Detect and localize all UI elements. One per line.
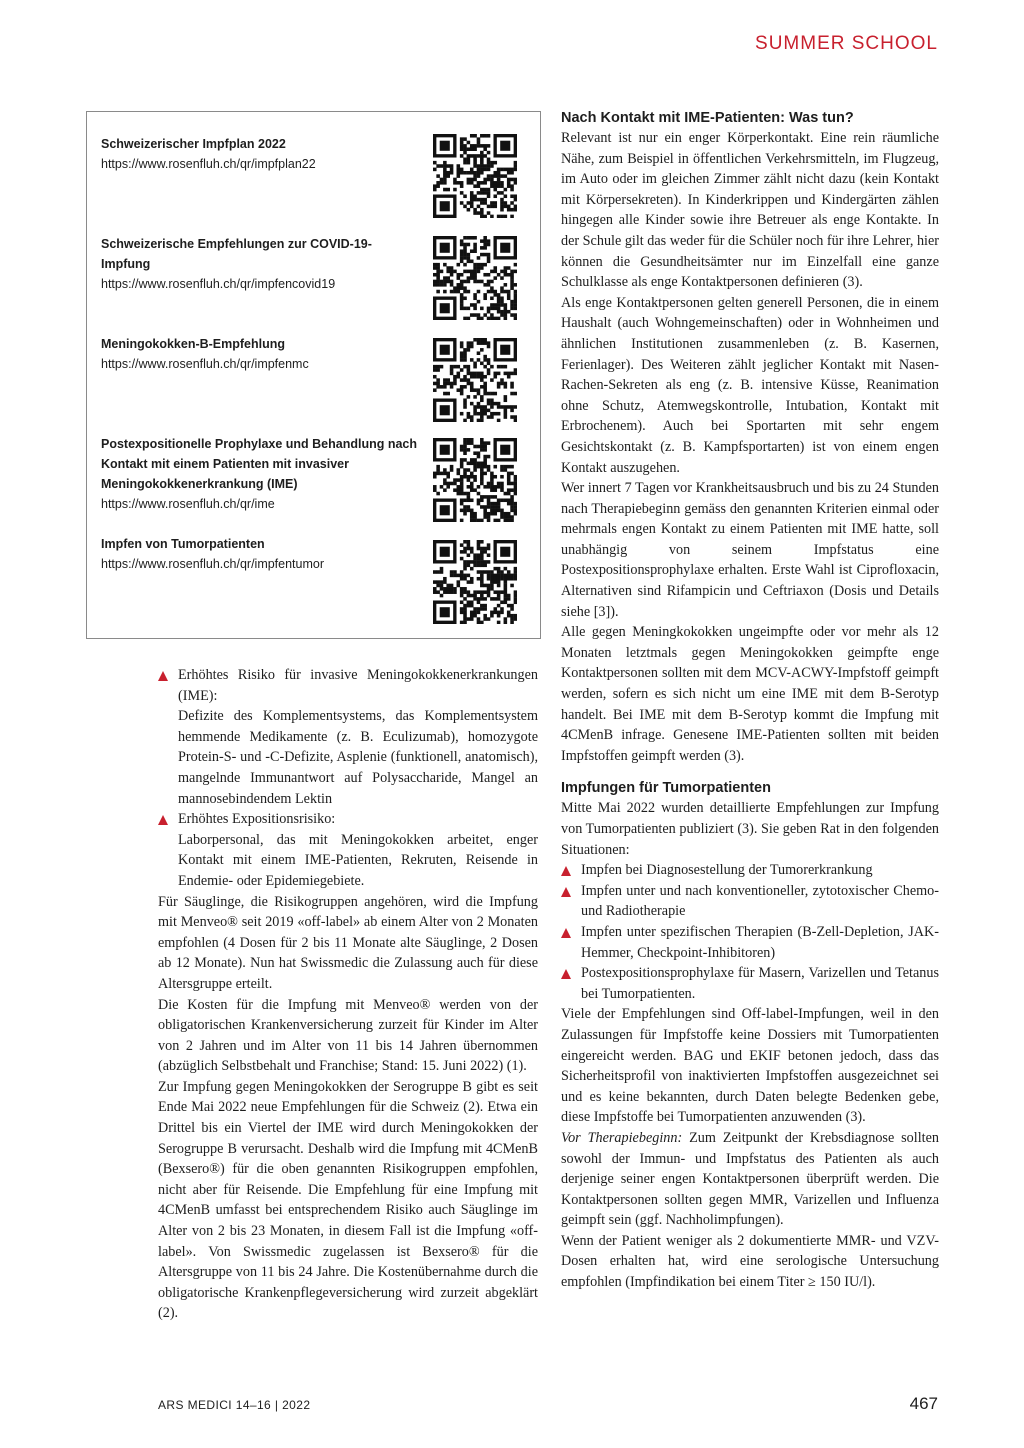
qr-entry-url[interactable]: https://www.rosenfluh.ch/qr/impfplan22 — [101, 157, 316, 171]
qr-entry-title: Impfen von Tumorpatienten — [101, 537, 265, 551]
left-column — [158, 665, 538, 1324]
paragraph: Zur Impfung gegen Meningokokken der Serogruppe B gibt es seit Ende Mai 2022 neue Empfehlungen für die Schweiz (2). Etwa ein Drittel bis ein Viertel der IME wird durch Meningokokken der Serogruppe B verursacht. Deshalb wird die Impfung mit 4CMenB (Bexsero®) für die oben genannten Risikogruppen empfohlen, nicht aber für Reisende. Die Empfehlung für eine Impfung mit 4CMenB umfasst bei entsprechendem Risiko auch Säuglinge im Alter von 2 bis 23 Monaten, in diesem Fall ist die Impfung «off-label». Von Swissmedic zugelassen ist Bexsero® für die Altersgruppe von 11 bis 24 Jahre. Die Kostenübernahme durch die obligatorische Krankenpflegeversicherung wird zurzeit abgeklärt (2). — [158, 1078, 538, 1322]
list-item: Impfen unter und nach konventioneller, zytotoxischer Chemo- und Radiotherapie — [561, 881, 939, 922]
bullet-text: Laborpersonal, das mit Meningokokken arbeitet, enger Kontakt mit einem IME-Patienten, Rekruten, Reisende in Endemie- oder Epidemiegebiete. — [178, 831, 538, 889]
paragraph: Alle gegen Meningkokokken ungeimpfte oder vor mehr als 12 Monaten letztmals gegen Meningokokken geimpfte enge Kontaktpersonen sollten mit dem MCV-ACWY-Impfstoff geimpft werden, sofern es sich nicht um eine IME mit dem B-Serotyp handelt. Bei IME mit dem B-Serotyp kommt die Impfung mit 4CMenB infrage. Genesene IME-Patienten sollten mit beiden Impfstoffen geimpft werden (3). — [561, 624, 939, 764]
journal-footer: ARS MEDICI 14–16 | 2022 — [158, 1398, 311, 1412]
qr-code-icon[interactable] — [433, 134, 517, 218]
paragraph-text: Zum Zeitpunkt der Krebsdiagnose sollten sowohl der Immun- und Impfstatus des Patienten als auch derjenige seiner engen Kontaktpersonen überprüft werden. Die Kontaktpersonen sollten gegen MMR, Varizellen und Influenza geimpft sein (ggf. Nachholimpfungen). — [561, 1129, 939, 1229]
list-item — [158, 665, 538, 809]
list-item: Impfen bei Diagnosestellung der Tumorerkrankung — [561, 860, 939, 881]
section-label: SUMMER SCHOOL — [755, 33, 938, 54]
list-item: Impfen unter spezifischen Therapien (B-Zell-Depletion, JAK-Hemmer, Checkpoint-Inhibitoren) — [561, 922, 939, 963]
qr-entry-url[interactable]: https://www.rosenfluh.ch/qr/impfenmc — [101, 357, 309, 371]
paragraph: Relevant ist nur ein enger Körperkontakt. Eine rein räumliche Nähe, zum Beispiel in öffentlichen Verkehrsmitteln, im Flugzeug, im Auto oder im gleichen Zimmer zählt nicht dazu (kein Kontakt mit Körpersekreten). In Kinderkrippen und Kindergärten zählen hingegen alle Kinder sowie ihre Betreuer als enge Kontakte. In der Schule gilt das weder für die Schüler noch für ihre Lehrer, hier können die Gesundheitsämter nur im Einzelfall eine ganze Schulklasse als enge Kontaktpersonen definieren (3). — [561, 130, 940, 291]
qr-entry-title: Schweizerischer Impfplan 2022 — [101, 137, 286, 151]
qr-code-icon[interactable] — [433, 438, 517, 522]
qr-code-icon[interactable] — [433, 236, 517, 320]
section-heading: Nach Kontakt mit IME-Patienten: Was tun? — [561, 110, 854, 126]
qr-code-icon[interactable] — [433, 338, 517, 422]
qr-entry-url[interactable]: https://www.rosenfluh.ch/qr/impfencovid19 — [101, 277, 336, 291]
paragraph: Die Kosten für die Impfung mit Menveo® werden von der obligatorischen Krankenversicherung zurzeit für Kinder im Alter von 2 Jahren und im Alter von 11 bis 14 Jahren übernommen (abzüglich Selbstbehalt und Franchise; Stand: 15. Juni 2022) (1). — [158, 996, 538, 1075]
paragraph: Für Säuglinge, die Risikogruppen angehören, wird die Impfung mit Menveo® seit 2019 «off-label» ab einem Alter von 2 Monaten empfohlen (4 Dosen für 2 bis 11 Monate alte Säuglinge, 2 Dosen ab 12 Monate). Nun hat Swissmedic die Zulassung auch für diese Altersgruppe erteilt. — [158, 893, 538, 992]
page-number: 467 — [909, 1394, 938, 1413]
paragraph: Wenn der Patient weniger als 2 dokumentierte MMR- und VZV-Dosen erhalten hat, wird eine serologische Untersuchung empfohlen (Impfindikation bei einem Titer ≥ 150 IU/l). — [561, 1232, 939, 1291]
qr-entry — [101, 334, 421, 374]
paragraph: Viele der Empfehlungen sind Off-label-Impfungen, weil in den Zulassungen für Impfstoffe keine Dossiers mit Tumorpatienten eingereicht werden. BAG und EKIF betonen jedoch, dass das Sicherheitsprofil von inaktivierten Impfstoffen ausgezeichnet sei und es keine bekannten, durch Daten belegte Bedenken gebe, diese Impfstoffe bei Tumorpatienten anzuwenden (3). — [561, 1006, 939, 1126]
qr-entry — [101, 534, 421, 574]
list-item: Postexpositionsprophylaxe für Masern, Varizellen und Tetanus bei Tumorpatienten. — [561, 963, 939, 1004]
qr-entry-title: Schweizerische Empfehlungen zur COVID-19-Impfung — [101, 237, 372, 271]
qr-entry — [101, 234, 421, 294]
qr-link-box — [86, 111, 541, 639]
qr-entry — [101, 434, 421, 514]
qr-entry-title: Postexpositionelle Prophylaxe und Behandlung nach Kontakt mit einem Patienten mit invasiver Meningokokkenerkrankung (IME) — [101, 437, 418, 491]
section-heading: Impfungen für Tumorpatienten — [561, 780, 771, 797]
qr-entry-url[interactable]: https://www.rosenfluh.ch/qr/ime — [101, 497, 275, 511]
paragraph — [561, 1128, 939, 1231]
qr-entry — [101, 134, 421, 174]
italic-lead: Vor Therapiebeginn: — [561, 1129, 683, 1146]
qr-entry-title: Meningokokken-B-Empfehlung — [101, 337, 286, 351]
paragraph: Wer innert 7 Tagen vor Krankheitsausbruch und bis zu 24 Stunden nach Therapiebeginn gemäss den genannten Kriterien einmal oder mehrmals engen Kontakt zu einem Patienten mit IME hatte, soll unabhängig von seinem Impfstatus eine Postexpositionsprophylaxe erhalten. Erste Wahl ist Ciprofloxacin, Alternativen sind Rifampicin und Ceftriaxon (Dosis und Details siehe [3]). — [561, 480, 939, 620]
qr-code-icon[interactable] — [433, 540, 517, 624]
paragraph: Mitte Mai 2022 wurden detaillierte Empfehlungen zur Impfung von Tumorpatienten publiziert (3). Sie geben Rat in den folgenden Situationen: — [561, 800, 939, 858]
bullet-title: Erhöhtes Risiko für invasive Meningokokkenerkrankungen (IME): — [178, 667, 538, 704]
right-column — [561, 108, 939, 1293]
bullet-title: Erhöhtes Expositionsrisiko: — [178, 811, 336, 828]
paragraph: Als enge Kontaktpersonen gelten generell Personen, die in einem Haushalt (auch Wohngemeinschaften) oder in Wohnheimen und ähnlichen Institutionen zusammenleben (z. B. Kasernen, Ferienlager). Des Weiteren zählt jeglicher Kontakt mit Nasen-Rachen-Sekreten als eng (z. B. intensive Küsse, Reanimation ohne Schutz, Atemwegskontrolle, Intubation, Kontakt mit Erbrochenem). Auch bei Sportarten mit sehr engem Gesichtskontakt (z. B. Kampfsportarten) ist von einem engen Kontakt auszugehen. — [561, 294, 939, 476]
bullet-text: Defizite des Komplementsystems, das Komplementsystem hemmende Medikamente (z. B. Eculizumab), homozygote Protein-S- und -C-Defizite, Asplenie (funktionell, anatomisch), mangelnde Immunantwort auf Polysaccharide, Mangel an mannosebindendem Lektin — [178, 708, 538, 807]
qr-entry-url[interactable]: https://www.rosenfluh.ch/qr/impfentumor — [101, 557, 325, 571]
list-item — [158, 809, 538, 891]
